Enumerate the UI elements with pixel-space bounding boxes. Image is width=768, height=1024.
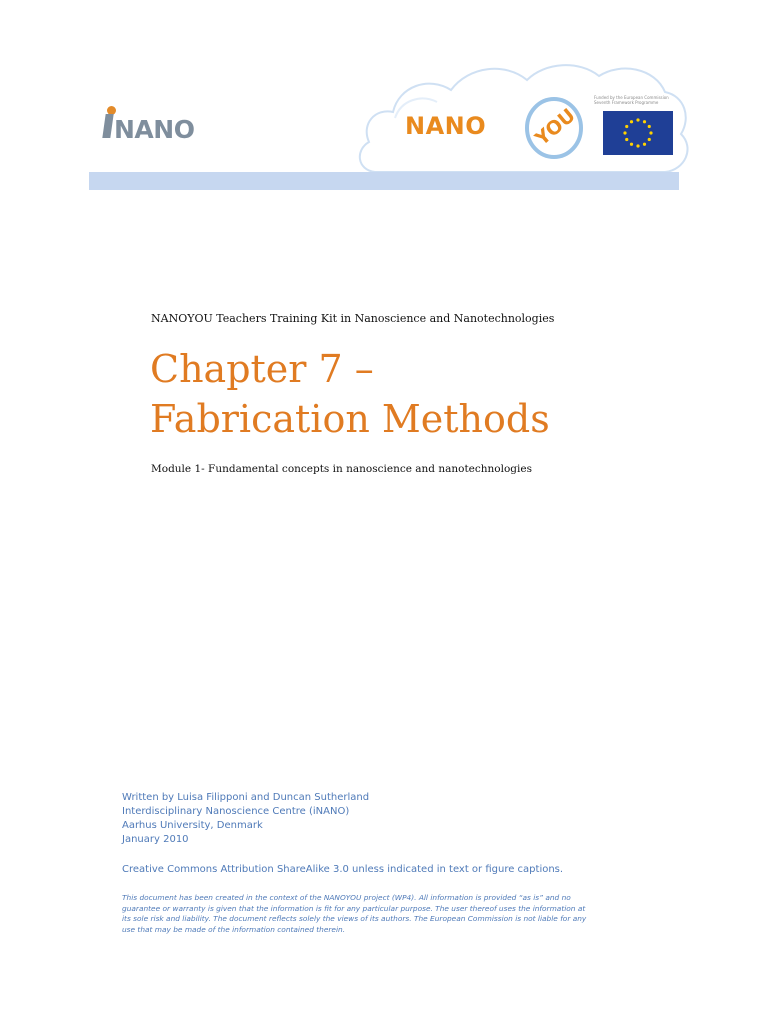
eu-caption [594,95,684,109]
inano-logo [104,110,194,150]
eu-star [648,125,651,128]
inano-logo-text: NANO [114,115,195,144]
eu-star [649,131,652,134]
eu-star [643,143,646,146]
eu-flag-icon [603,111,673,155]
chapter-title-line1: Chapter 7 – [150,347,374,391]
eu-star [630,143,633,146]
eu-star [648,138,651,141]
nanoyou-logo-suffix: YOU [531,104,580,151]
credits-block [122,791,682,847]
eu-star [625,138,628,141]
eu-star [636,118,639,121]
eu-caption-line1: Funded by the European Commission [594,95,669,100]
module-line: Module 1- Fundamental concepts in nanoscience and nanotechnologies [151,463,532,475]
chapter-title-line2: Fabrication Methods [150,397,550,441]
disclaimer-paragraph: This document has been created in the context of the NANOYOU project (WP4). All information is provided “as is” and no guarantee or warranty is given that the information is fit for any particular purpose. The user thereof uses the information at its sole risk and liability. The document reflects solely the views of its authors. The European Commission is not liable for any use that may be made of the information contained therein. [122,893,587,934]
nanoyou-logo [405,95,590,165]
license-line: Creative Commons Attribution ShareAlike 3.0 unless indicated in text or figure captions. [122,864,564,875]
inano-stem [102,114,113,138]
eu-star [623,131,626,134]
eu-star [625,125,628,128]
date-line: January 2010 [122,834,189,845]
inano-i-mark [104,110,114,150]
authors-line: Written by Luisa Filipponi and Duncan Sutherland [122,792,370,803]
eu-star [636,144,639,147]
page-header [0,0,768,200]
document-subtitle: NANOYOU Teachers Training Kit in Nanoscience and Nanotechnologies [151,312,555,325]
chapter-title [150,344,710,444]
institution-line: Interdisciplinary Nanoscience Centre (iNANO) [122,806,350,817]
nanoyou-logo-text: NANO [405,112,487,140]
nanoyou-ring-logo [523,95,585,161]
eu-star [643,120,646,123]
eu-caption-line2: Seventh Framework Programme [594,100,659,105]
university-line: Aarhus University, Denmark [122,820,263,831]
eu-star [630,120,633,123]
header-band [89,172,679,190]
